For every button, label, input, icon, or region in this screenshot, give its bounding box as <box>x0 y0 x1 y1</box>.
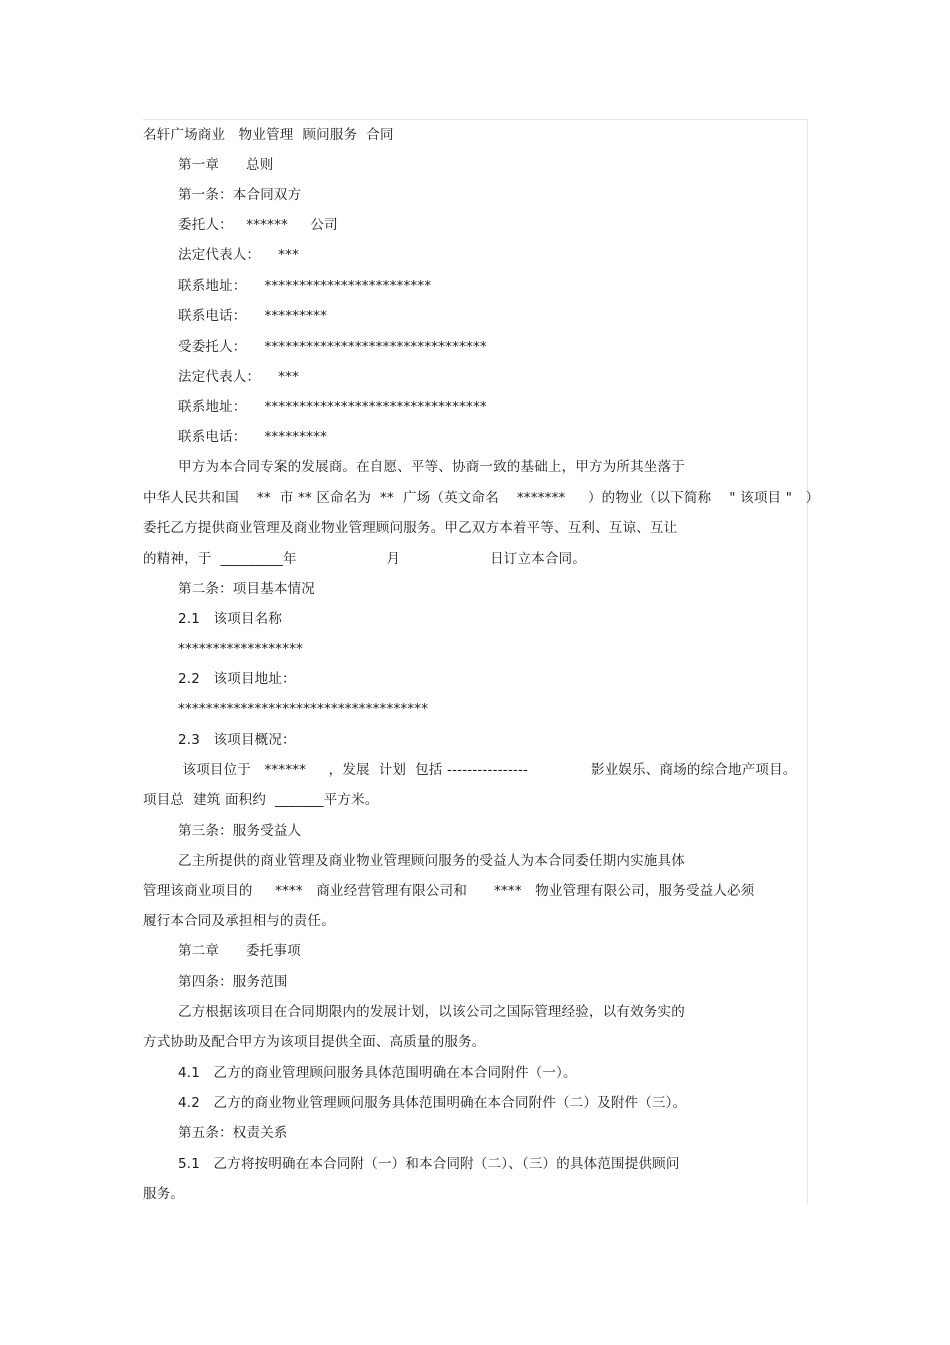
paragraph-line: 甲方为本合同专案的发展商。在自愿、平等、协商一致的基础上，甲方为所其坐落于 <box>178 459 685 475</box>
article-heading: 第一条：本合同双方 <box>178 187 302 203</box>
clause-heading: 2.2 该项目地址： <box>178 671 296 687</box>
clause-line: 4.1 乙方的商业管理顾问服务具体范围明确在本合同附件（一）。 <box>178 1065 577 1081</box>
paragraph-line: 履行本合同及承担相与的责任。 <box>143 913 335 929</box>
party-field: 受委托人： ******************************** <box>178 339 487 355</box>
paragraph-line: 管理该商业项目的 **** 商业经营管理有限公司和 **** 物业管理有限公司，服务受益人必须 <box>143 883 755 899</box>
clause-line: 5.1 乙方将按明确在本合同附（一）和本合同附（二）、（三）的具体范围提供顾问 <box>178 1156 680 1172</box>
clause-value: ****************** <box>178 641 304 657</box>
clause-heading: 2.1 该项目名称 <box>178 611 283 627</box>
paragraph-line: 服务。 <box>143 1186 185 1202</box>
paragraph-line: 的精神，于 _________年 月 日订立本合同。 <box>143 551 586 567</box>
paragraph-line: 乙方根据该项目在合同期限内的发展计划，以该公司之国际管理经验，以有效务实的 <box>178 1004 685 1020</box>
paragraph-line: 中华人民共和国 ** 市 ** 区命名为 ** 广场（英文命名 ******* ）的物业（以下简称 " 该项目 " ） <box>143 490 820 506</box>
party-field: 联系地址： ******************************** <box>178 399 487 415</box>
party-field: 法定代表人： *** <box>178 369 300 385</box>
article-heading: 第五条：权责关系 <box>178 1125 288 1141</box>
paragraph-line: 项目总 建筑 面积约 _______平方米。 <box>143 792 379 808</box>
clause-value: ************************************ <box>178 701 429 717</box>
party-field: 法定代表人： *** <box>178 247 300 263</box>
chapter-heading: 第一章 总则 <box>178 157 274 173</box>
paragraph-line: 委托乙方提供商业管理及商业物业管理顾问服务。甲乙双方本着平等、互利、互谅、互让 <box>143 520 678 536</box>
chapter-heading: 第二章 委托事项 <box>178 943 301 959</box>
paragraph-line: 该项目位于 ****** ，发展 计划 包括 ---------------- 影业娱乐、商场的综合地产项目。 <box>178 762 797 778</box>
party-field: 委托人： ****** 公司 <box>178 217 338 233</box>
paragraph-line: 乙主所提供的商业管理及商业物业管理顾问服务的受益人为本合同委任期内实施具体 <box>178 853 685 869</box>
party-field: 联系地址： ************************ <box>178 278 432 294</box>
article-heading: 第二条：项目基本情况 <box>178 581 315 597</box>
article-heading: 第三条：服务受益人 <box>178 823 302 839</box>
party-field: 联系电话： ********* <box>178 429 328 445</box>
clause-heading: 2.3 该项目概况： <box>178 732 296 748</box>
party-field: 联系电话： ********* <box>178 308 328 324</box>
clause-line: 4.2 乙方的商业物业管理顾问服务具体范围明确在本合同附件（二）及附件（三）。 <box>178 1095 687 1111</box>
article-heading: 第四条：服务范围 <box>178 974 288 990</box>
document-title: 名轩广场商业 物业管理 顾问服务 合同 <box>143 127 394 143</box>
paragraph-line: 方式协助及配合甲方为该项目提供全面、高质量的服务。 <box>143 1034 486 1050</box>
